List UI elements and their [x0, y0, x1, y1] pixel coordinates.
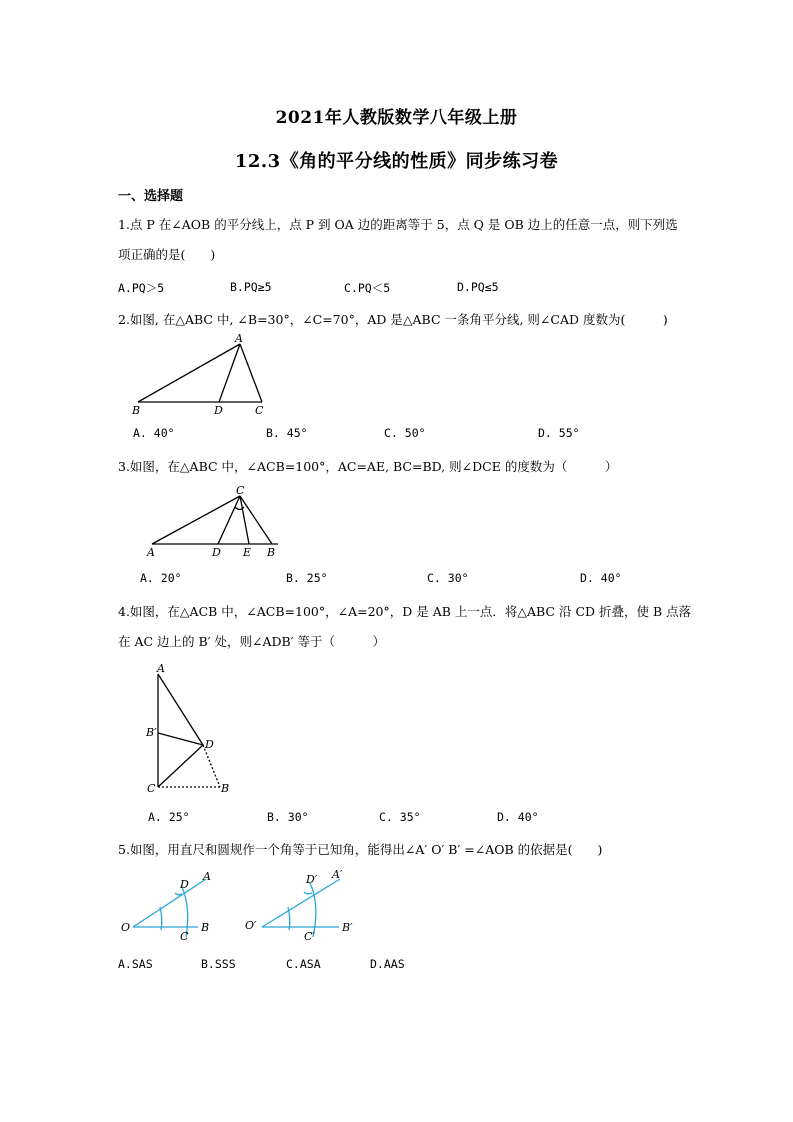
- q5-option-c[interactable]: C.ASA: [286, 957, 321, 971]
- q5-label-dprime: D′: [306, 873, 318, 886]
- q2-label-d: D: [214, 404, 223, 417]
- q3-option-b[interactable]: B. 25°: [286, 571, 328, 585]
- q1-option-c[interactable]: C.PQ＜5: [344, 281, 391, 295]
- q5-option-b[interactable]: B.SSS: [201, 957, 236, 971]
- q3-label-c: C: [236, 484, 245, 497]
- q3-option-c[interactable]: C. 30°: [427, 571, 469, 585]
- q5-label-c: C: [180, 930, 189, 943]
- q4-label-bprime: B′: [146, 726, 157, 739]
- q4-label-b: B: [221, 782, 230, 795]
- q2-label-b: B: [132, 404, 141, 417]
- q3-option-d[interactable]: D. 40°: [580, 571, 622, 585]
- q5-label-d: D: [180, 878, 189, 891]
- page-title: 2021年人教版数学八年级上册: [275, 108, 518, 128]
- q2-label-c: C: [255, 404, 264, 417]
- question-1-line-1: 1.点 P 在∠AOB 的平分线上，点 P 到 OA 边的距离等于 5，点 Q 是 OB 边上的任意一点，则下列选: [118, 217, 678, 232]
- q1-option-b[interactable]: B.PQ≥5: [230, 280, 272, 294]
- question-3-line-1: 3.如图，在△ABC 中，∠ACB=100°，AC=AE, BC=BD, 则∠DCE 的度数为（ ）: [118, 459, 618, 474]
- question-2-line-1: 2.如图, 在△ABC 中, ∠B=30°，∠C=70°，AD 是△ABC 一条角平分线, 则∠CAD 度数为( ): [118, 312, 668, 327]
- q5-label-cprime: C′: [304, 930, 315, 943]
- question-4-line-2: 在 AC 边上的 B′ 处，则∠ADB′ 等于（ ）: [118, 634, 386, 649]
- q5-option-d[interactable]: D.AAS: [370, 957, 405, 971]
- q4-label-a: A: [157, 662, 165, 675]
- question-1-line-2: 项正确的是( ): [118, 247, 216, 262]
- q3-label-d: D: [212, 546, 221, 559]
- q4-option-c[interactable]: C. 35°: [379, 810, 421, 824]
- q3-label-e: E: [243, 546, 252, 559]
- q4-label-d: D: [205, 738, 214, 751]
- page-subtitle: 12.3《角的平分线的性质》同步练习卷: [234, 151, 559, 172]
- q4-option-b[interactable]: B. 30°: [267, 810, 309, 824]
- q3-label-a: A: [147, 546, 155, 559]
- q3-label-b: B: [267, 546, 276, 559]
- q1-option-a[interactable]: A.PQ＞5: [118, 281, 165, 295]
- q2-option-b[interactable]: B. 45°: [266, 426, 308, 440]
- q5-label-a: A: [203, 870, 211, 883]
- question-4-line-1: 4.如图，在△ACB 中，∠ACB=100°，∠A=20°，D 是 AB 上一点．将△ABC 沿 CD 折叠，使 B 点落: [118, 604, 692, 619]
- q5-label-aprime: A′: [332, 868, 343, 881]
- q2-label-a: A: [235, 332, 243, 345]
- q2-option-d[interactable]: D. 55°: [538, 426, 580, 440]
- q3-option-a[interactable]: A. 20°: [140, 571, 182, 585]
- q2-option-a[interactable]: A. 40°: [133, 426, 175, 440]
- q5-label-bprime: B′: [342, 921, 353, 934]
- section-heading: 一、选择题: [118, 189, 184, 204]
- q5-label-b: B: [201, 921, 210, 934]
- q5-label-oprime: O′: [245, 919, 257, 932]
- q5-label-o: O: [121, 921, 131, 934]
- q4-option-a[interactable]: A. 25°: [148, 810, 190, 824]
- q4-option-d[interactable]: D. 40°: [497, 810, 539, 824]
- q4-label-c: C: [147, 782, 156, 795]
- q5-option-a[interactable]: A.SAS: [118, 957, 153, 971]
- question-5-line-1: 5.如图，用直尺和圆规作一个角等于已知角，能得出∠A′ O′ B′ =∠AOB 的依据是( ): [118, 842, 603, 857]
- q2-option-c[interactable]: C. 50°: [384, 426, 426, 440]
- q1-option-d[interactable]: D.PQ≤5: [457, 280, 499, 294]
